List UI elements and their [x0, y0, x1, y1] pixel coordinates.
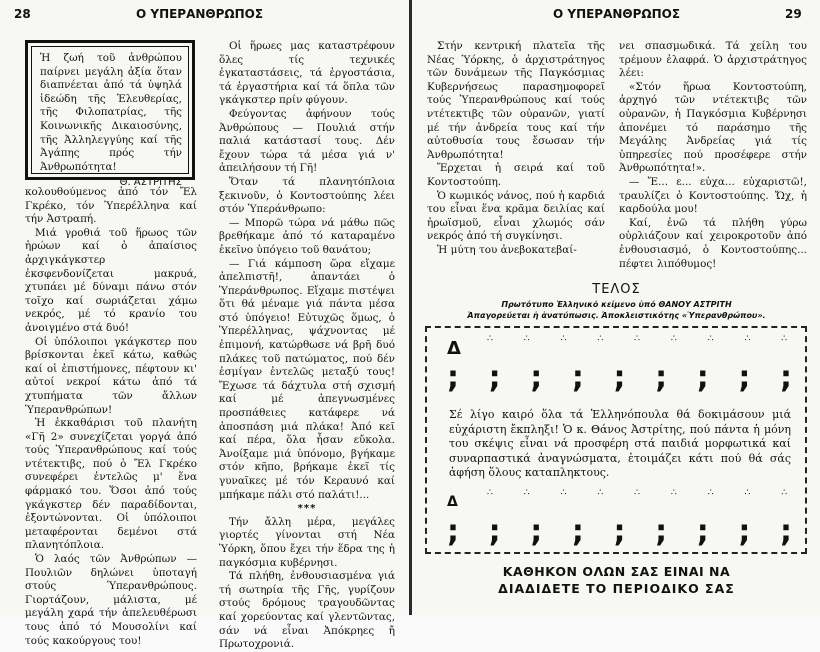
col4-paragraph: Καί, ἐνῶ τά πλήθη γύρω οὐρλιάζουν καί χειροκροτοῦν ἀπό ἐνθουσιασμό, ὁ Κοντοστούπης... πέφτει λιπόθυμος!: [619, 216, 807, 270]
ornament-dots-row: ∴ ∴ ∴ ∴ ∴ ∴ ∴ ∴ ∴: [487, 488, 787, 498]
col2-paragraph: Τήν ἄλλη μέρα, μεγάλες γιορτές γίνονται στή Νέα Ὑόρκη, ὅπου ἔχει τήν ἕδρα της ἡ παγκόσμια κυβέρνησι.: [219, 515, 395, 569]
promo-banner: [413, 564, 820, 596]
notice-text: Σέ λίγο καιρό ὅλα τά Ἑλληνόπουλα θά δοκιμάσουν μιά εὐχάριστη ἔκπληξι! Ὁ κ. Θάνος Ἀστρίτης, πού πάντα ἡ μόνη του σκέψις εἶναι νά προσφέρη στά παιδιά μορφωτικά καί συναρπαστικά ἀναγνώσματα, ἑτοιμάζει κάτι πού θά σάς ἀφήση ὅλους καταπληκτους.: [449, 408, 791, 479]
delta-marker: Δ: [447, 494, 458, 510]
delta-marker: Δ: [447, 338, 461, 359]
promo-line-2: ΔΙΑΔΙΔΕΤΕ ΤΟ ΠΕΡΙΟΔΙΚΟ ΣΑΣ: [498, 581, 735, 596]
column-3: [427, 40, 605, 258]
quote-signature: Θ. ΑΣΤΡΙΤΗΣ: [119, 177, 182, 189]
col1-paragraph: Ὁ λαός τῶν Ἀνθρώπων — Πουλιῶν δηλώνει ὑποταγή στούς Ὑπερανθρώπους. Γιορτάζουν, μάλιστα, μέ μεγάλη χαρά τήν ἀπελευθέρωσι τους ἀπό τό Μουσολίνι καί τούς κακούργους του!: [25, 553, 197, 647]
col2-paragraph: Τά πλήθη, ἐνθουσιασμένα γιά τή σωτηρία τῆς Γῆς, γυρίζουν στούς δρόμους τραγουδῶντας καί χορεύοντας καί γλεντῶντας, σάν νά εἶναι Ἀπόκρηες ἤ Πρωτοχρονιά.: [219, 570, 395, 651]
col3-paragraph: Στήν κεντρική πλατεῖα τῆς Νέας Ὑόρκης, ὁ ἀρχιστράτηγος τῶν δυνάμεων τῆς Παγκόσμιας Κυβερνήσεως παρασημοφορεῖ τούς Ὑπερανθρώπους καί τούς ντέτεκτιβς τῶν οὐρανῶν, γιατί μέ τήν ἀνδρεία τους καί τήν αὐτοθυσία τους ἔσωσαν τήν Ἀνθρωπότητα!: [427, 40, 605, 161]
credit-line: Πρωτότυπο Ἑλληνικό κείμενο ὑπό ΘΑΝΟΥ ΑΣΤΡΙΤΗ: [501, 300, 732, 309]
col4-paragraph: «Στόν ἥρωα Κοντοστούπη, ἀρχηγό τῶν ντέτεκτιβς τῶν οὐρανῶν, ἡ Παγκόσμια Κυβέρνησι ἀπονέμει τό παράσημο τῆς Μεγάλης Ἀνδρείας γιά τίς ὑπηρεσίες πού προσέφερε στήν Ἀνθρωπότητα!».: [619, 80, 807, 175]
left-running-title: Ο ΥΠΕΡΑΝΘΡΩΠΟΣ: [136, 7, 264, 21]
right-running-title: Ο ΥΠΕΡΑΝΘΡΩΠΟΣ: [553, 7, 681, 21]
col2-paragraph: Οἱ ἥρωες μας καταστρέφουν ὅλες τίς τεχνικές ἐγκαταστάσεις, τά ἐργοστάσια, τά ἐργαστήρια καί τά ὅπλα τῶν γκάγκστερ πρίν φύγουν.: [219, 40, 395, 107]
column-1: [25, 186, 197, 648]
rights-line: Ἀπαγορεύεται ἡ ἀνατύπωσις. Ἀποκλειστικότης «Ὑπερανθρώπου».: [467, 311, 766, 320]
col4-paragraph: — Ἔ... ε... εὐχα... εὐχαριστῶ!, τραυλίζει ὁ Κοντοστούπης. Ὤχ, ἡ καρδούλα μου!: [619, 175, 807, 216]
section-stars: ***: [297, 503, 317, 515]
col1-paragraph: Οἱ ὑπόλοιποι γκάγκστερ που βρίσκονται ἐκεῖ κάτω, καθώς καί οἱ ἐπιστήμονες, πέφτουν κι' αὐτοί νεκροί κάτω ἀπό τά χτυπήματα τῶν ἄλλων Ὑπερανθρώπων!: [25, 335, 197, 416]
col4-paragraph: νει σπασμωδικά. Τά χείλη του τρέμουν ἐλαφρά. Ὁ ἀρχιστράτηγος λέει:: [619, 40, 807, 80]
col2-paragraph: — Μπορῶ τώρα νά μάθω πῶς βρεθήκαμε ἀπό τό καταραμένο ἐκεῖνο ὑπόγειο τοῦ θανάτου;: [219, 216, 395, 256]
col3-paragraph: Ὁ κωμικός νάνος, πού ἡ καρδιά του εἶναι ἕνα κρᾶμα δειλίας καί ἡρωϊσμοῦ, εἶναι χλωμός σάν νεκρός ἀπό τή συγκίνησι.: [427, 189, 605, 243]
left-page: [0, 0, 408, 651]
ornament-dots-row: ∴ ∴ ∴ ∴ ∴ ∴ ∴ ∴ ∴: [487, 334, 787, 344]
col2-paragraph: Ὅταν τά πλανητόπλοια ξεκινοῦν, ὁ Κοντοστούπης λέει στόν Ὑπεράνθρωπο:: [219, 175, 395, 216]
col1-paragraph: κολουθούμενος ἀπό τόν Ἔλ Γκρέκο, τόν Ὑπερέλληνα καί τήν Ἀστραπή.: [25, 186, 197, 226]
col3-paragraph: Ἡ μύτη του ἀνεβοκατεβαί-: [437, 243, 577, 256]
col3-paragraph: Ἔρχεται ἡ σειρά καί τοῦ Κοντοστούπη.: [427, 162, 605, 188]
col2-paragraph: Φεύγοντας ἀφήνουν τούς Ἀνθρώπους — Πουλιά στήν παλιά κατάστασί τους. Δέν ἔχουν τώρα τά μέσα γιά ν' ἀπειλήσουν τή Γῆ!: [219, 107, 395, 175]
ornament-semicolon-row: ; ; ; ; ; ; ; ; ;: [447, 360, 792, 395]
quote-box: [25, 40, 195, 189]
left-page-number: 28: [14, 7, 31, 21]
column-4: [619, 40, 807, 271]
ornament-semicolon-row: ; ; ; ; ; ; ; ; ;: [447, 514, 792, 549]
promo-line-1: ΚΑΘΗΚΟΝ ΟΛΩΝ ΣΑΣ ΕΙΝΑΙ ΝΑ: [502, 564, 731, 579]
end-title: ΤΕΛΟΣ: [592, 282, 641, 297]
column-2: [219, 40, 395, 652]
quote-text: Ἡ ζωή τοῦ ἀνθρώπου παίρνει μεγάλη ἀξία ὅταν διαπνέεται ἀπό τά ὑψηλά ἰδεώδη τῆς Ἐλευθερίας, τῆς Φιλοπατρίας, τῆς Κοινωνικῆς Δικαιοσύνης, τῆς Ἀλληλεγγύης καί τῆς Ἀγάπης πρός τήν Ἀνθρωπότητα!: [40, 52, 182, 173]
page-gutter: [409, 0, 412, 615]
notice-box: [425, 326, 807, 554]
col2-paragraph: — Γιά κάμποση ὥρα εἴχαμε ἀπελπιστῆ!, ἀπαντάει ὁ Ὑπεράνθρωπος. Εἴχαμε πιστέψει ὅτι θά μέναμε γιά πάντα μέσα στό ὑπόγειο! Εὐτυχῶς ὅμως, ὁ Ὑπερέλληνας, ψάχνοντας μέ ἐπιμονή, κατώρθωσε νά βρῆ δυό πλάκες τοῦ πατώματος, πού δέν ἐσμίγαν ἐντελῶς μεταξύ τους! Ἔχωσε τά δάχτυλα στή σχισμή καί μέ ἀπεγνωσμένες προσπάθειες κατάφερε νά ἀποσπάση μιά πλάκα! Ἀπό κεῖ καί πέρα, ὅλα ἦσαν εὔκολα. Ἀνοίξαμε μιά ὑπόνομο, βγήκαμε στόν κῆπο, βρήκαμε ἐκεῖ τίς γυναῖκες μέ τόν Κεραυνό καί μπήκαμε πάλι στό παλάτι!...: [219, 257, 395, 501]
col1-paragraph: Ἡ ἐκκαθάρισι τοῦ πλανήτη «Γῆ 2» συνεχίζεται γοργά ἀπό τούς Ὑπερανθρώπους καί τούς ντέτεκτιβς, πού ὁ Ἔλ Γκρέκο συνεφέρει ἐντελῶς μ' ἕνα φάρμακό του. Ὅσοι ἀπό τούς γκάγκστερ δέν παραδίδονται, ἐξοντώνονται. Οἱ ὑπόλοιποι μεταφέρονται δεμένοι στά πλανητόπλοια.: [25, 417, 197, 552]
col1-paragraph: Μιά γροθιά τοῦ ἥρωος τῶν ἡρώων καί ὁ ἀπαίσιος ἀρχιγκάγκστερ ἐκσφενδονίζεται μακρυά, χτυπάει μέ δύναμι πάνω στόν τοῖχο καί σωριάζεται χάμω νεκρός, μέ τό κρανίο του ἀνοιγμένο στά δυό!: [25, 226, 197, 334]
right-page-number: 29: [785, 7, 802, 21]
right-page: [413, 0, 820, 615]
